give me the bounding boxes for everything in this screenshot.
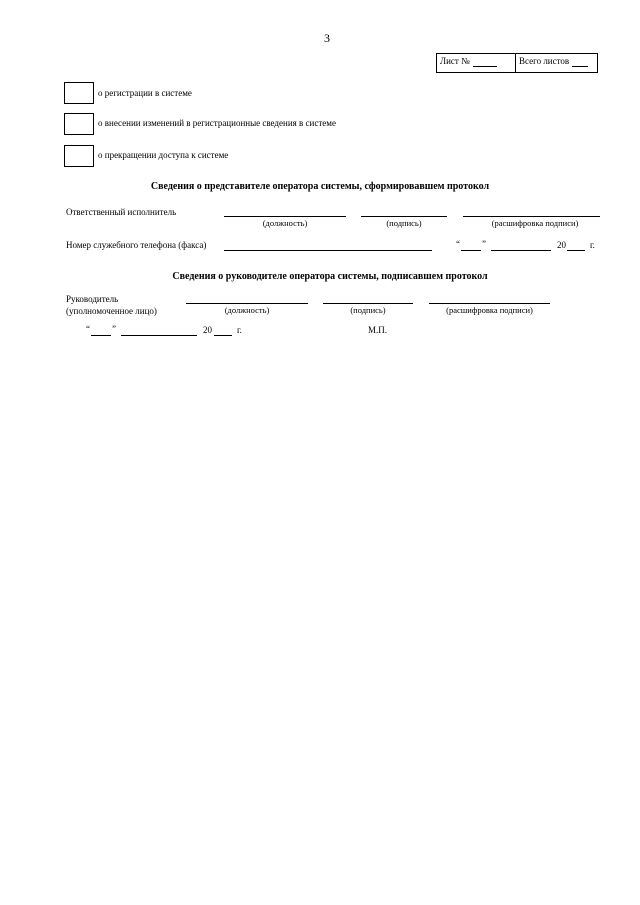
date1-year-suffix: г. [590,240,595,250]
sheet-info-box [436,53,598,73]
section1-title: Сведения о представителе оператора системы, сформировавшем протокол [150,181,490,192]
sheet-number-field[interactable] [473,56,497,67]
date2-month-line[interactable] [121,335,197,336]
date2-quote-open: “ [86,324,90,334]
stamp-label: М.П. [368,325,388,335]
date1-day-line[interactable] [461,250,481,251]
executor-position-line[interactable] [224,216,346,217]
phone-line[interactable] [224,250,432,251]
executor-decoding-caption: (расшифровка подписи) [491,218,579,228]
checkbox-registration[interactable] [64,82,94,104]
executor-signature-line[interactable] [361,216,447,217]
date1-year-prefix: 20 [557,240,566,250]
date2-year-prefix: 20 [203,325,212,335]
head-signature-line[interactable] [323,303,413,304]
date2-day-line[interactable] [91,335,111,336]
authorized-label: (уполномоченное лицо) [66,306,157,316]
head-label: Руководитель [66,294,119,304]
head-position-line[interactable] [186,303,308,304]
page-number: 3 [324,31,330,45]
total-sheets-field[interactable] [572,56,588,67]
sheet-number-cell [437,54,516,72]
head-position-caption: (должность) [224,305,270,315]
date2-year-suffix: г. [237,325,242,335]
head-decoding-caption: (расшифровка подписи) [446,305,533,315]
section2-title: Сведения о руководителе оператора системы, подписавшем протокол [172,271,488,282]
sheet-number-label: Лист № [440,56,470,66]
date1-quote-open: “ [456,239,460,249]
date1-month-line[interactable] [491,250,551,251]
date2-year-line[interactable] [214,335,232,336]
executor-label: Ответственный исполнитель [66,207,177,217]
head-signature-caption: (подпись) [350,305,386,315]
checkbox-termination-label: о прекращении доступа к системе [98,150,229,160]
date1-year-line[interactable] [567,250,585,251]
checkbox-termination[interactable] [64,145,94,167]
checkbox-changes[interactable] [64,113,94,135]
head-decoding-line[interactable] [429,303,550,304]
date1-quote-close: ” [482,239,486,249]
date2-quote-close: ” [112,324,116,334]
executor-signature-caption: (подпись) [386,218,422,228]
total-sheets-label: Всего листов [519,56,570,66]
phone-label: Номер служебного телефона (факса) [66,240,207,250]
checkbox-changes-label: о внесении изменений в регистрационные сведения в системе [98,118,336,128]
total-sheets-cell [516,54,597,72]
executor-position-caption: (должность) [262,218,308,228]
executor-decoding-line[interactable] [463,216,600,217]
checkbox-registration-label: о регистрации в системе [98,88,192,98]
